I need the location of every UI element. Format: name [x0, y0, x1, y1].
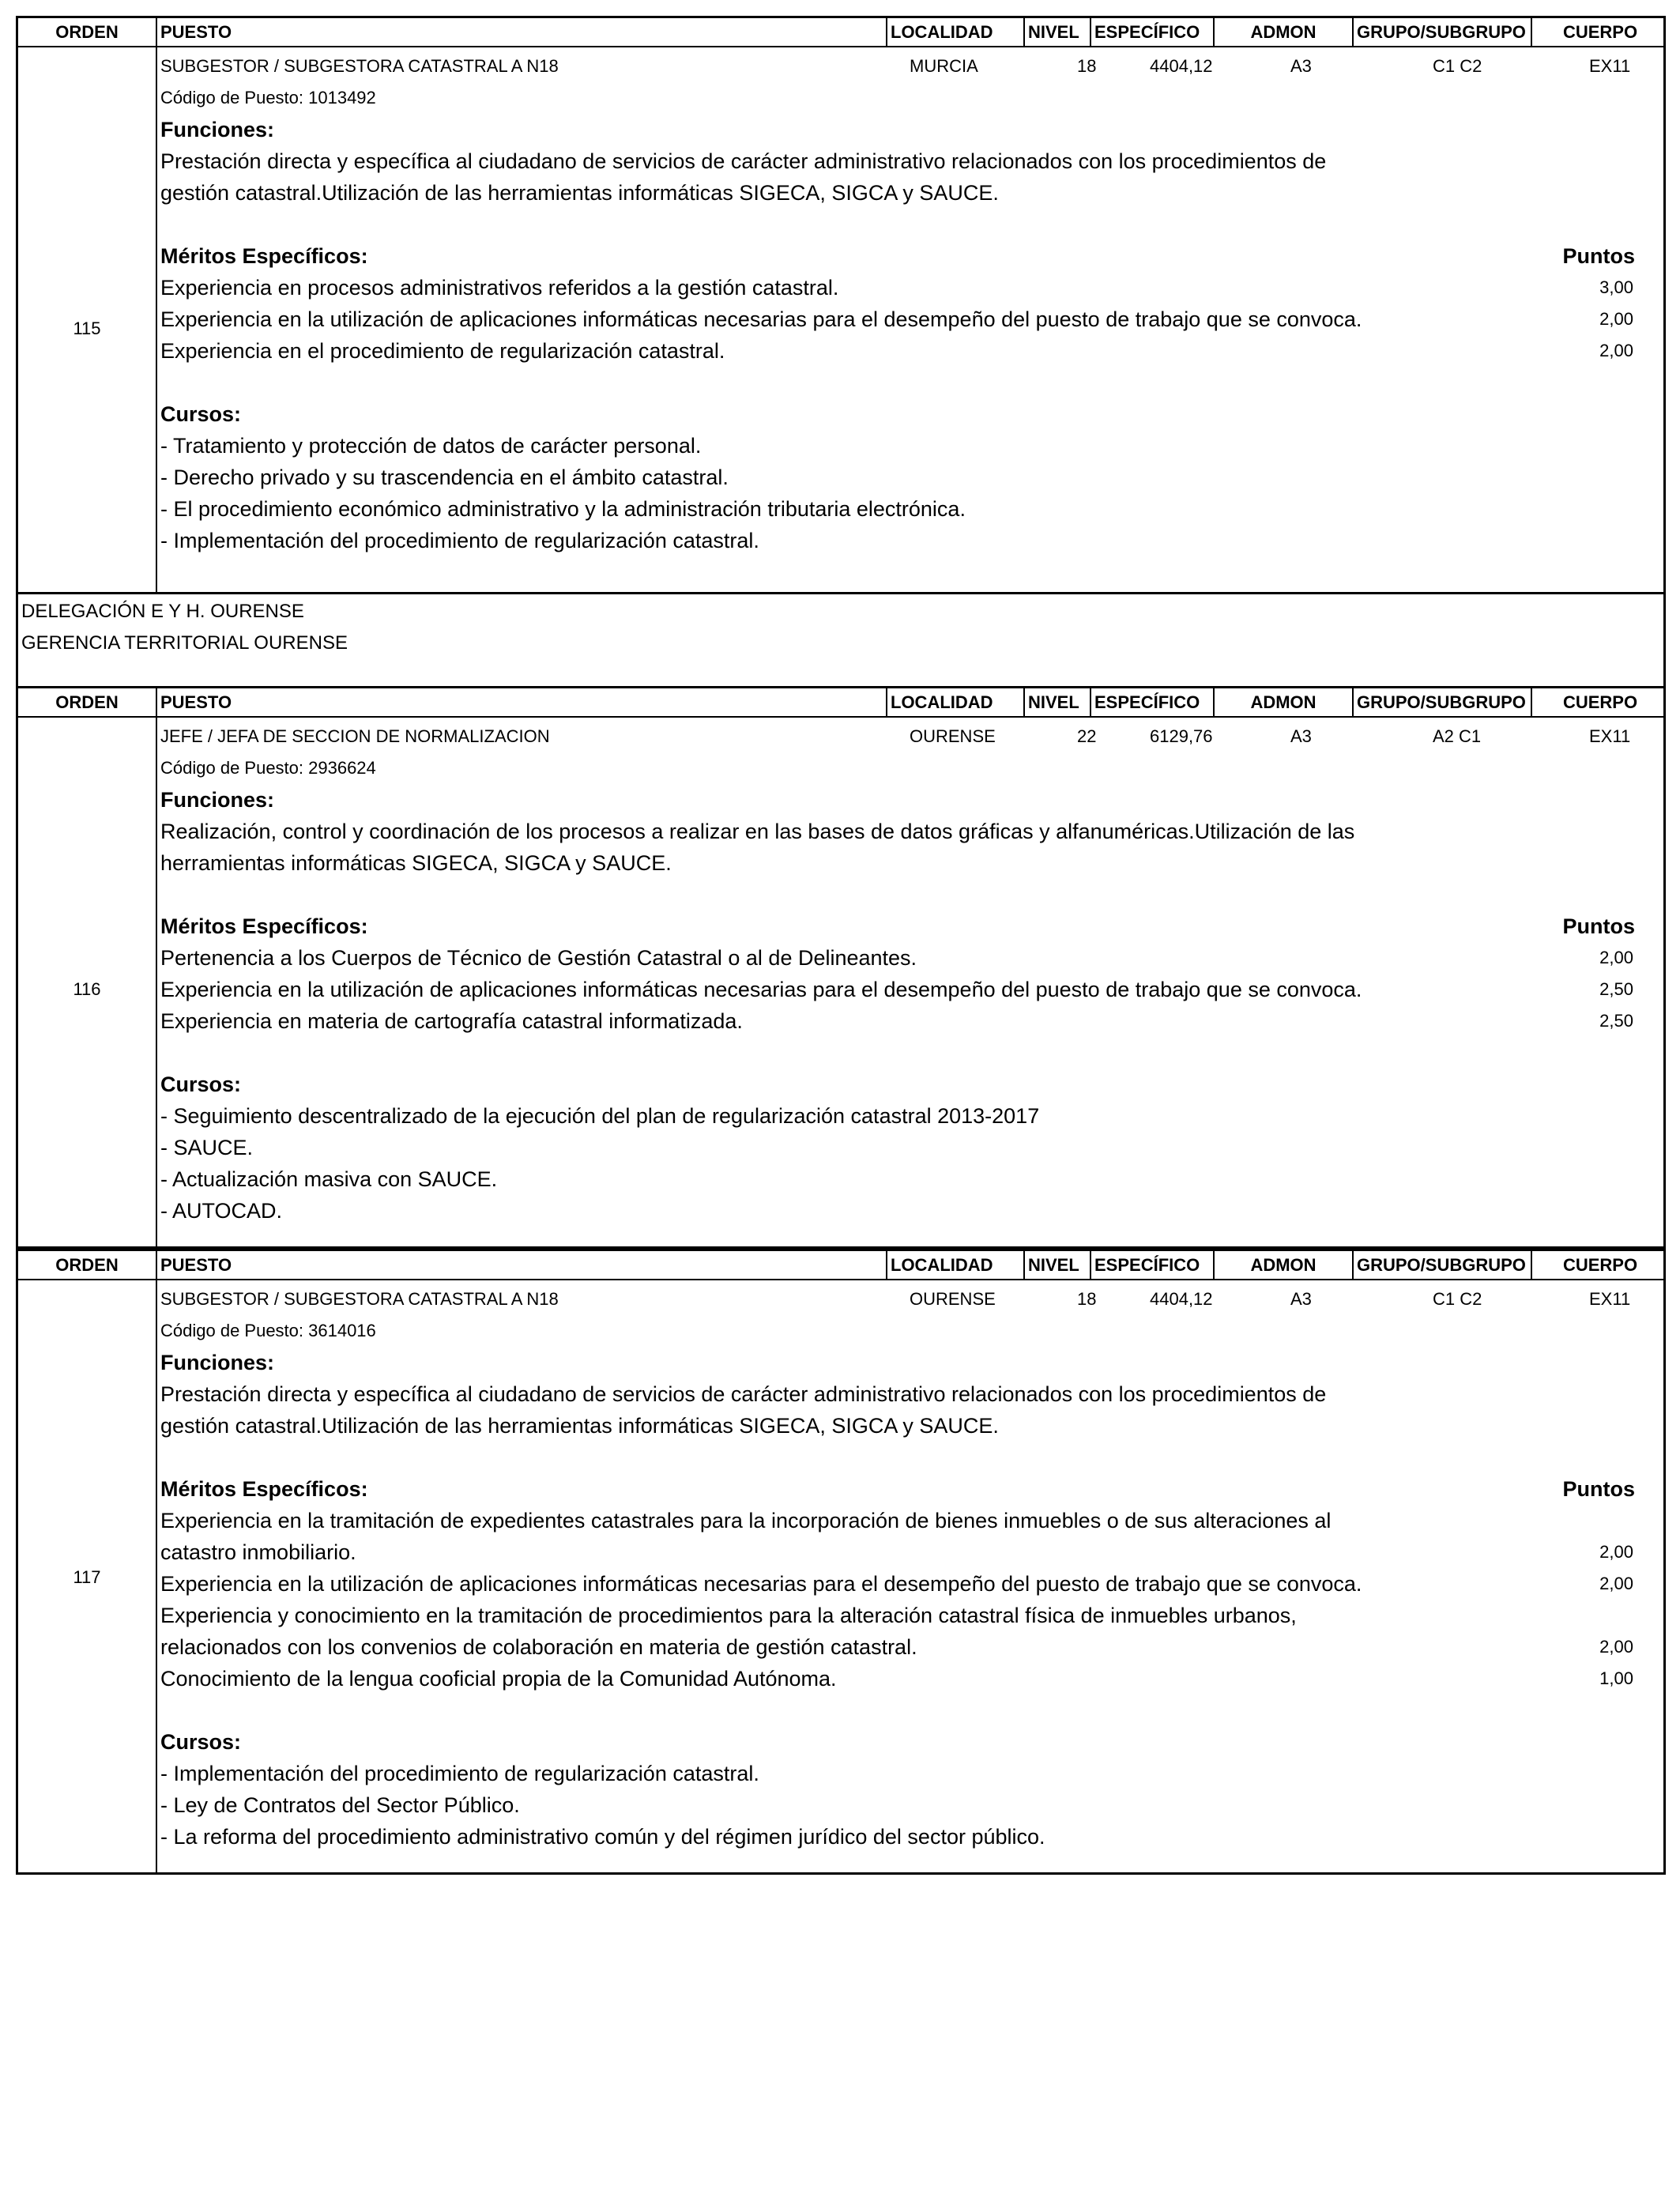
localidad-value: OURENSE: [910, 726, 996, 746]
curso-item: - La reforma del procedimiento administrativo común y del régimen jurídico del sector público.: [160, 1825, 1045, 1849]
curso-item: - Derecho privado y su trascendencia en el ámbito catastral.: [160, 466, 729, 489]
merito-row: [160, 335, 1663, 367]
puntos-heading: Puntos: [1562, 914, 1635, 938]
header-orden: ORDEN: [18, 688, 157, 716]
cuerpo-value: EX11: [1589, 1289, 1631, 1309]
job-record: [16, 718, 1666, 1249]
table-header: [16, 16, 1666, 47]
header-puesto: PUESTO: [157, 18, 887, 46]
meritos-heading: Méritos Específicos:: [160, 1477, 368, 1501]
merito-text: Experiencia en la utilización de aplicaciones informáticas necesarias para el desempeño del puesto de trabajo que se convoca.: [160, 978, 1362, 1001]
puntos-heading: Puntos: [1562, 1477, 1635, 1501]
nivel-value: 18: [1077, 1289, 1097, 1309]
header-especifico: ESPECÍFICO: [1091, 1251, 1215, 1279]
merito-text: Experiencia en materia de cartografía catastral informatizada.: [160, 1009, 743, 1033]
funciones-line: gestión catastral.Utilización de las herramientas informáticas SIGECA, SIGCA y SAUCE.: [160, 181, 999, 205]
merito-row: [160, 1505, 1663, 1568]
meritos-heading-row: [160, 1473, 1663, 1505]
header-admon: ADMON: [1215, 688, 1354, 716]
merito-text: Experiencia en el procedimiento de regularización catastral.: [160, 339, 725, 363]
funciones-line: Prestación directa y específica al ciudadano de servicios de carácter administrativo relacionados con los procedimientos de: [160, 1382, 1327, 1406]
merito-puntos: 2,00: [1599, 948, 1633, 967]
record-top-row: [160, 51, 1663, 82]
funciones-line: gestión catastral.Utilización de las herramientas informáticas SIGECA, SIGCA y SAUCE.: [160, 1414, 999, 1438]
merito-text: catastro inmobiliario.: [160, 1540, 356, 1564]
job-record: [16, 47, 1666, 594]
grupo-value: A2 C1: [1433, 726, 1482, 746]
merito-puntos: 2,00: [1599, 1574, 1633, 1593]
orden-cell: [18, 47, 157, 592]
funciones-heading: Funciones:: [160, 1351, 275, 1374]
nivel-value: 18: [1077, 56, 1097, 76]
admon-value: A3: [1290, 1289, 1312, 1309]
meritos-heading-row: [160, 240, 1663, 272]
merito-text: Experiencia y conocimiento en la tramitación de procedimientos para la alteración catastral física de inmuebles urbanos,: [160, 1604, 1297, 1627]
spacer: [160, 1442, 1663, 1473]
admon-value: A3: [1290, 56, 1312, 76]
merito-text: Conocimiento de la lengua cooficial propia de la Comunidad Autónoma.: [160, 1667, 837, 1691]
curso-item: - Seguimiento descentralizado de la ejecución del plan de regularización catastral 2013-2017: [160, 1104, 1040, 1128]
nivel-value: 22: [1077, 726, 1097, 746]
funciones-heading: Funciones:: [160, 788, 275, 812]
orden-cell: [18, 718, 157, 1246]
merito-puntos: 3,00: [1599, 277, 1633, 297]
meritos-heading: Méritos Específicos:: [160, 244, 368, 268]
header-cuerpo: CUERPO: [1562, 692, 1638, 712]
header-puesto: PUESTO: [157, 1251, 887, 1279]
header-localidad: LOCALIDAD: [887, 18, 1025, 46]
merito-puntos: 2,50: [1599, 979, 1633, 999]
header-admon: ADMON: [1215, 18, 1354, 46]
curso-item: - Implementación del procedimiento de regularización catastral.: [160, 529, 759, 552]
header-especifico: ESPECÍFICO: [1091, 688, 1215, 716]
merito-puntos: 2,00: [1599, 1637, 1633, 1657]
record-top-row: [160, 721, 1663, 752]
funciones-line: herramientas informáticas SIGECA, SIGCA y SAUCE.: [160, 851, 672, 875]
job-record: [16, 1280, 1666, 1875]
merito-text: Pertenencia a los Cuerpos de Técnico de Gestión Catastral o al de Delineantes.: [160, 946, 917, 970]
curso-item: - El procedimiento económico administrativo y la administración tributaria electrónica.: [160, 497, 966, 521]
curso-item: - SAUCE.: [160, 1136, 254, 1159]
puesto-title: JEFE / JEFA DE SECCION DE NORMALIZACION: [160, 726, 550, 746]
orden-number: 117: [73, 1567, 101, 1587]
cursos-heading: Cursos:: [160, 1072, 242, 1096]
header-orden: ORDEN: [18, 1251, 157, 1279]
merito-row: [160, 1600, 1663, 1663]
merito-row: [160, 974, 1663, 1005]
merito-puntos: 2,50: [1599, 1011, 1633, 1031]
spacer: [160, 1037, 1663, 1069]
puesto-title: SUBGESTOR / SUBGESTORA CATASTRAL A N18: [160, 56, 559, 76]
merito-row: [160, 303, 1663, 335]
record-body: [157, 718, 1663, 1227]
record-top-row: [160, 1284, 1663, 1315]
especifico-value: 4404,12: [1150, 56, 1213, 76]
header-grupo: GRUPO/SUBGRUPO: [1354, 688, 1532, 716]
header-orden: ORDEN: [18, 18, 157, 46]
table-header: [16, 1249, 1666, 1280]
puesto-title: SUBGESTOR / SUBGESTORA CATASTRAL A N18: [160, 1289, 559, 1309]
merito-puntos: 1,00: [1599, 1668, 1633, 1688]
spacer: [160, 879, 1663, 910]
meritos-heading: Méritos Específicos:: [160, 914, 368, 938]
cuerpo-value: EX11: [1589, 726, 1631, 746]
merito-text: Experiencia en procesos administrativos referidos a la gestión catastral.: [160, 276, 839, 300]
especifico-value: 4404,12: [1150, 1289, 1213, 1309]
merito-text: Experiencia en la utilización de aplicaciones informáticas necesarias para el desempeño del puesto de trabajo que se convoca.: [160, 1572, 1362, 1596]
meritos-heading-row: [160, 910, 1663, 942]
header-nivel: NIVEL: [1025, 688, 1091, 716]
curso-item: - Tratamiento y protección de datos de carácter personal.: [160, 434, 702, 458]
curso-item: - Actualización masiva con SAUCE.: [160, 1167, 498, 1191]
localidad-value: OURENSE: [910, 1289, 996, 1309]
document-page: [16, 16, 1666, 1875]
localidad-value: MURCIA: [910, 56, 978, 76]
gerencia-title: GERENCIA TERRITORIAL OURENSE: [21, 632, 348, 654]
curso-item: - Ley de Contratos del Sector Público.: [160, 1793, 520, 1817]
funciones-line: Realización, control y coordinación de los procesos a realizar en las bases de datos gráficas y alfanuméricas.Utilización de las: [160, 820, 1355, 843]
funciones-line: Prestación directa y específica al ciudadano de servicios de carácter administrativo relacionados con los procedimientos de: [160, 149, 1327, 173]
header-grupo: GRUPO/SUBGRUPO: [1354, 1251, 1532, 1279]
merito-text: relacionados con los convenios de colaboración en materia de gestión catastral.: [160, 1635, 917, 1659]
merito-row: [160, 272, 1663, 303]
header-localidad: LOCALIDAD: [887, 1251, 1025, 1279]
curso-item: - Implementación del procedimiento de regularización catastral.: [160, 1762, 759, 1785]
codigo-puesto: Código de Puesto: 3614016: [160, 1321, 376, 1340]
merito-row: [160, 1005, 1663, 1037]
orden-number: 116: [73, 979, 101, 999]
spacer: [160, 367, 1663, 398]
header-cuerpo: CUERPO: [1562, 1255, 1638, 1275]
header-nivel: NIVEL: [1025, 18, 1091, 46]
funciones-heading: Funciones:: [160, 118, 275, 141]
grupo-value: C1 C2: [1433, 1289, 1482, 1309]
merito-puntos: 2,00: [1599, 309, 1633, 329]
header-puesto: PUESTO: [157, 688, 887, 716]
merito-puntos: 2,00: [1599, 341, 1633, 360]
merito-puntos: 2,00: [1599, 1542, 1633, 1562]
table-header: [16, 686, 1666, 718]
puntos-heading: Puntos: [1562, 244, 1635, 268]
merito-row: [160, 942, 1663, 974]
merito-row: [160, 1568, 1663, 1600]
header-nivel: NIVEL: [1025, 1251, 1091, 1279]
admon-value: A3: [1290, 726, 1312, 746]
cursos-heading: Cursos:: [160, 402, 242, 426]
spacer: [160, 1695, 1663, 1726]
header-localidad: LOCALIDAD: [887, 688, 1025, 716]
especifico-value: 6129,76: [1150, 726, 1213, 746]
header-admon: ADMON: [1215, 1251, 1354, 1279]
record-body: [157, 47, 1663, 556]
header-cuerpo: CUERPO: [1562, 22, 1638, 42]
delegacion-block: [16, 594, 1666, 686]
merito-text: Experiencia en la tramitación de expedientes catastrales para la incorporación de bienes inmuebles o de sus alteraciones al: [160, 1509, 1332, 1532]
merito-row: [160, 1663, 1663, 1695]
codigo-puesto: Código de Puesto: 2936624: [160, 758, 376, 778]
spacer: [160, 209, 1663, 240]
curso-item: - AUTOCAD.: [160, 1199, 283, 1223]
delegacion-title: DELEGACIÓN E Y H. OURENSE: [21, 601, 304, 622]
codigo-puesto: Código de Puesto: 1013492: [160, 88, 376, 107]
cuerpo-value: EX11: [1589, 56, 1631, 76]
merito-text: Experiencia en la utilización de aplicaciones informáticas necesarias para el desempeño del puesto de trabajo que se convoca.: [160, 307, 1362, 331]
grupo-value: C1 C2: [1433, 56, 1482, 76]
cursos-heading: Cursos:: [160, 1730, 242, 1754]
header-grupo: GRUPO/SUBGRUPO: [1354, 18, 1532, 46]
orden-number: 115: [73, 319, 101, 338]
header-especifico: ESPECÍFICO: [1091, 18, 1215, 46]
record-body: [157, 1280, 1663, 1853]
orden-cell: [18, 1280, 157, 1872]
